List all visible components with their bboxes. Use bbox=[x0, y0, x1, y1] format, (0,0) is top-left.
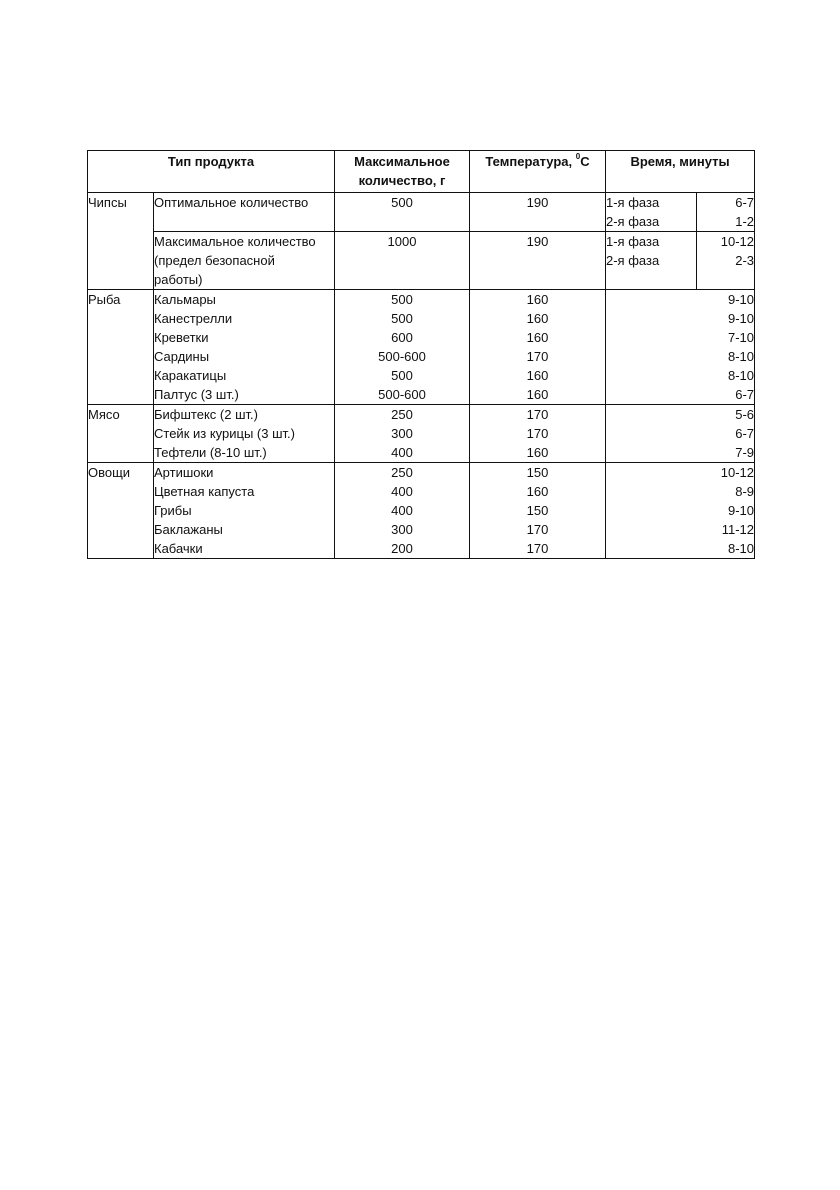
product-temperatures: 170 170 160 bbox=[470, 405, 606, 463]
product-temperatures: 150 160 150 170 170 bbox=[470, 463, 606, 559]
product-times: 10-12 8-9 9-10 11-12 8-10 bbox=[606, 463, 755, 559]
category-meat: Мясо bbox=[88, 405, 154, 463]
phase-labels: 1-я фаза 2-я фаза bbox=[606, 193, 697, 232]
product-name: Оптимальное количество bbox=[154, 193, 335, 232]
product-quantities: 250 400 400 300 200 bbox=[335, 463, 470, 559]
product-times: 9-10 9-10 7-10 8-10 8-10 6-7 bbox=[606, 290, 755, 405]
phase-times: 10-12 2-3 bbox=[697, 232, 755, 290]
header-max-quantity: Максимальное количество, г bbox=[335, 151, 470, 193]
header-time: Время, минуты bbox=[606, 151, 755, 193]
table-row-chips-maximal bbox=[88, 232, 755, 290]
product-quantities: 500 500 600 500-600 500 500-600 bbox=[335, 290, 470, 405]
product-names: Кальмары Канестрелли Креветки Сардины Каракатицы Палтус (3 шт.) bbox=[154, 290, 335, 405]
table-row-meat bbox=[88, 405, 755, 463]
product-names: Бифштекс (2 шт.) Стейк из курицы (3 шт.) Тефтели (8-10 шт.) bbox=[154, 405, 335, 463]
category-chips: Чипсы bbox=[88, 193, 154, 290]
product-quantity: 1000 bbox=[335, 232, 470, 290]
product-temperature: 190 bbox=[470, 232, 606, 290]
table-row-vegetables bbox=[88, 463, 755, 559]
header-row bbox=[88, 151, 755, 193]
table-row-chips-optimal bbox=[88, 193, 755, 232]
cooking-table bbox=[87, 150, 755, 559]
product-temperatures: 160 160 160 170 160 160 bbox=[470, 290, 606, 405]
category-fish: Рыба bbox=[88, 290, 154, 405]
header-temperature: Температура, $^0$С bbox=[470, 151, 606, 193]
phase-labels: 1-я фаза 2-я фаза bbox=[606, 232, 697, 290]
product-quantity: 500 bbox=[335, 193, 470, 232]
product-name: Максимальное количество (предел безопасной работы) bbox=[154, 232, 335, 290]
product-quantities: 250 300 400 bbox=[335, 405, 470, 463]
degree-sign: 0 bbox=[575, 152, 581, 161]
product-temperature: 190 bbox=[470, 193, 606, 232]
category-vegetables: Овощи bbox=[88, 463, 154, 559]
table-row-fish bbox=[88, 290, 755, 405]
phase-times: 6-7 1-2 bbox=[697, 193, 755, 232]
header-product-type: Тип продукта bbox=[88, 151, 335, 193]
product-times: 5-6 6-7 7-9 bbox=[606, 405, 755, 463]
product-names: Артишоки Цветная капуста Грибы Баклажаны Кабачки bbox=[154, 463, 335, 559]
